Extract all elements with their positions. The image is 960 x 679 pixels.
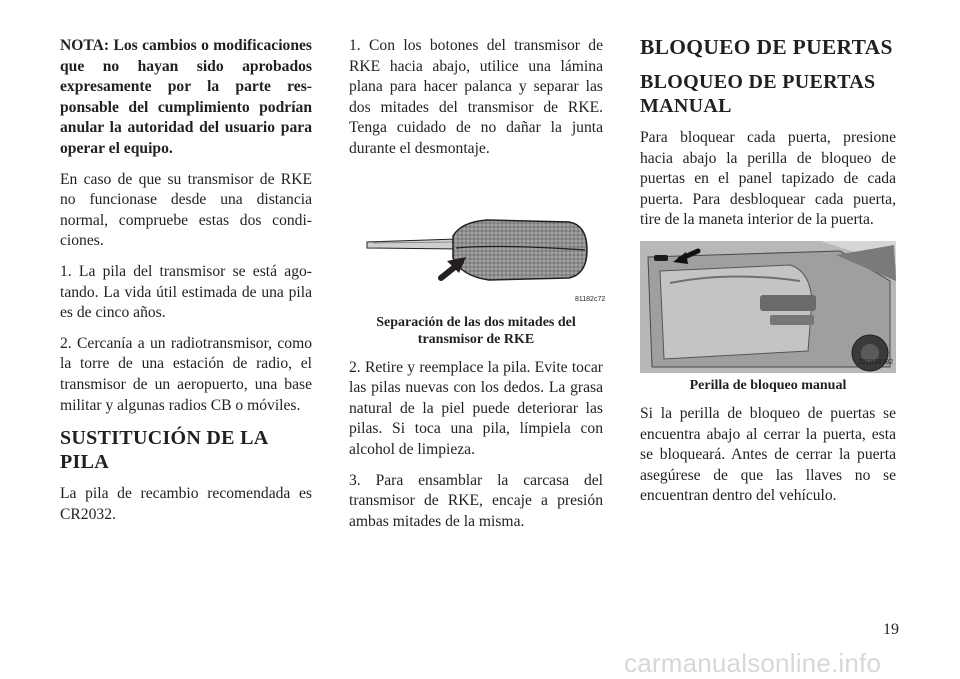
- step-2: 2. Retire y reemplace la pila. Evite tocar las pilas nuevas con los dedos. La grasa natural de la piel puede deteriorar las pilas. Si toca una pila, límpiela con alcohol de limpieza.: [349, 358, 603, 458]
- main-title: BLOQUEO DE PUERTAS: [640, 35, 893, 59]
- condition-item-2: 2. Cercanía a un radiotransmisor, como la torre de una estación de radio, el transmisor de un aeropuerto, una base militar y algunas radios CB o móviles.: [60, 334, 312, 414]
- figure-caption: Perilla de bloqueo manual: [689, 377, 847, 393]
- note-paragraph: NOTA: Los cambios o modificaciones que no hayan sido aprobados expresamente por la parte responsable del cumplimiento podrían anular la autoridad del usuario para operar el equipo.: [60, 37, 312, 157]
- step-3: 3. Para ensamblar la carcasa del transmisor de RKE, encaje a presión ambas mitades de la misma.: [349, 471, 603, 530]
- sub-title: BLOQUEO DE PUERTAS MANUAL: [640, 71, 876, 117]
- battery-paragraph: La pila de recambio recomendada es CR2032.: [60, 485, 312, 523]
- door-panel-figure: [640, 241, 896, 373]
- key-fob-illustration: [349, 170, 606, 310]
- lock-warning-paragraph: Si la perilla de bloqueo de puertas se encuentra abajo al cerrar la puerta, esta se bloqueará. Antes de cerrar la puerta asegúrese de que las llaves no se encuentran dentro del vehículo.: [640, 404, 896, 505]
- door-panel-illustration: [640, 241, 896, 373]
- watermark: carmanualsonline.info: [624, 648, 882, 678]
- step-1: 1. Con los botones del transmisor de RKE hacia abajo, utilice una lámina plana para hacer palanca y separar las dos mitades del transmisor de RKE. Tenga cuidado de no dañar la junta durante el desmontaje.: [349, 37, 603, 157]
- middle-column: [349, 36, 606, 542]
- key-fob-figure: [349, 170, 606, 310]
- figure-caption: Separación de las dos mitades del transmisor de RKE: [376, 314, 576, 347]
- right-column: [640, 36, 896, 517]
- lock-paragraph: Para bloquear cada puerta, presione hacia abajo la perilla de bloqueo de puertas en el panel tapizado de cada puerta. Para desbloquear cada puerta, tire de la maneta interior de la puerta.: [640, 129, 896, 229]
- condition-item-1: 1. La pila del transmisor se está agotando. La vida útil estimada de una pila es de cinco años.: [60, 262, 312, 322]
- figure-code: 81182c72: [575, 295, 606, 303]
- left-column: [60, 36, 312, 535]
- section-title-battery: SUSTITUCIÓN DE LA PILA: [60, 427, 268, 474]
- figure-code: 021838782: [858, 358, 894, 366]
- page-number: 19: [883, 621, 899, 638]
- intro-paragraph: En caso de que su transmisor de RKE no funcionase desde una distancia normal, compruebe estas dos condiciones.: [60, 170, 312, 250]
